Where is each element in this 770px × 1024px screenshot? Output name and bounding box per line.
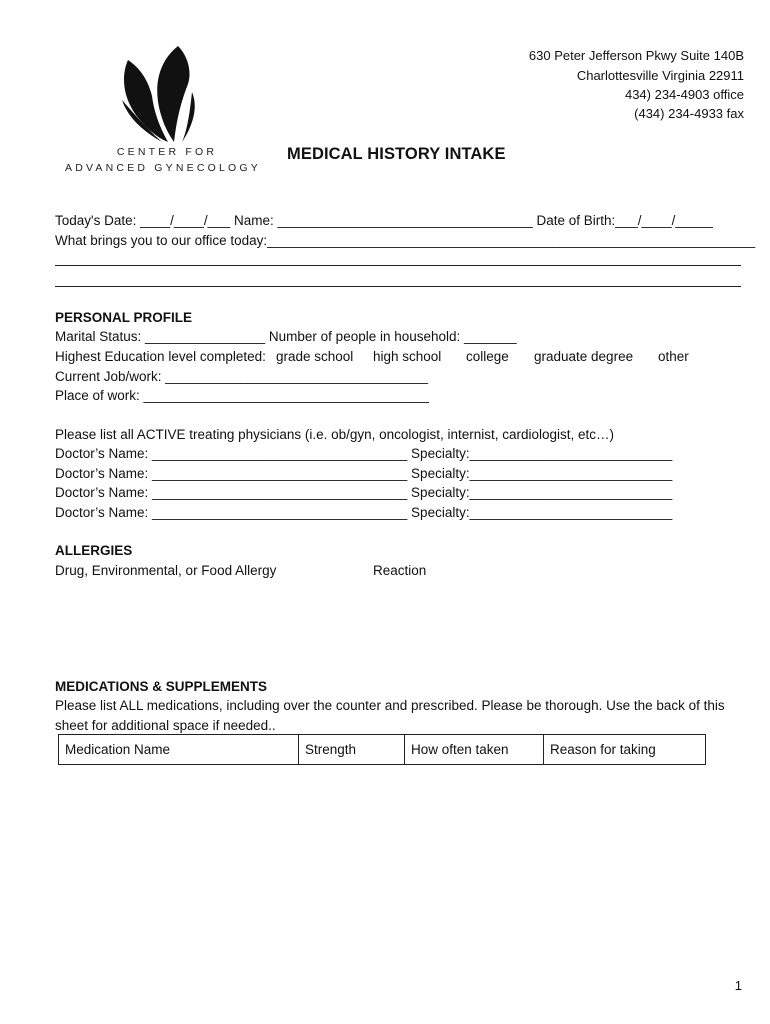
medications-instruction-1: Please list ALL medications, including over the counter and prescribed. Please be thorough. Use the back of this (55, 698, 725, 713)
address-office-phone: 434) 234-4903 office (624, 87, 744, 102)
column-strength: Strength (299, 735, 405, 765)
todays-date-name-dob-line[interactable]: Today's Date: ____/____/___ Name: __________________________________ Date of Birth:___/____/_____ (55, 213, 713, 228)
allergies-heading: ALLERGIES (55, 543, 133, 558)
table-header-row (59, 735, 706, 765)
marital-status-line[interactable]: Marital Status: ________________ Number of people in household: _______ (55, 329, 517, 344)
doctor-row-4[interactable]: Doctor’s Name: __________________________________ Specialty:___________________________ (55, 505, 673, 520)
doctor-row-2[interactable]: Doctor’s Name: __________________________________ Specialty:___________________________ (55, 466, 673, 481)
doctor-row-3[interactable]: Doctor’s Name: __________________________________ Specialty:___________________________ (55, 485, 673, 500)
education-option-other[interactable]: other (658, 349, 689, 364)
physicians-instruction: Please list all ACTIVE treating physicians (i.e. ob/gyn, oncologist, internist, cardiologist, etc…) (55, 427, 615, 442)
current-job-line[interactable]: Current Job/work: ___________________________________ (55, 369, 429, 384)
education-option-graduate-degree[interactable]: graduate degree (534, 349, 634, 364)
address-city: Charlottesville Virginia 22911 (576, 68, 744, 83)
logo-line-2: ADVANCED GYNECOLOGY (65, 162, 261, 174)
leaf-flame-logo-icon (118, 44, 208, 144)
column-medication-name: Medication Name (59, 735, 299, 765)
page-number: 1 (734, 978, 742, 993)
medications-table (58, 734, 706, 765)
education-option-high-school[interactable]: high school (373, 349, 442, 364)
reason-for-visit-line[interactable]: What brings you to our office today:_________________________________________________________________ (55, 233, 756, 248)
reason-blank-line-1[interactable] (55, 265, 741, 266)
medications-heading: MEDICATIONS & SUPPLEMENTS (55, 679, 268, 694)
education-option-grade-school[interactable]: grade school (276, 349, 354, 364)
reason-blank-line-2[interactable] (55, 286, 741, 287)
reaction-column-label: Reaction (373, 563, 427, 578)
address-fax: (434) 234-4933 fax (634, 106, 744, 121)
medications-instruction-2: sheet for additional space if needed.. (55, 718, 276, 733)
personal-profile-heading: PERSONAL PROFILE (55, 310, 193, 325)
logo-line-1: CENTER FOR (116, 146, 218, 158)
page-title: MEDICAL HISTORY INTAKE (287, 145, 506, 163)
allergy-column-label: Drug, Environmental, or Food Allergy (55, 563, 277, 578)
address-street: 630 Peter Jefferson Pkwy Suite 140B (528, 48, 744, 63)
education-label: Highest Education level completed: (55, 349, 266, 364)
education-option-college[interactable]: college (466, 349, 509, 364)
column-reason-for-taking: Reason for taking (544, 735, 706, 765)
column-how-often-taken: How often taken (405, 735, 544, 765)
doctor-row-1[interactable]: Doctor’s Name: __________________________________ Specialty:___________________________ (55, 446, 673, 461)
place-of-work-line[interactable]: Place of work: ______________________________________ (55, 388, 429, 403)
